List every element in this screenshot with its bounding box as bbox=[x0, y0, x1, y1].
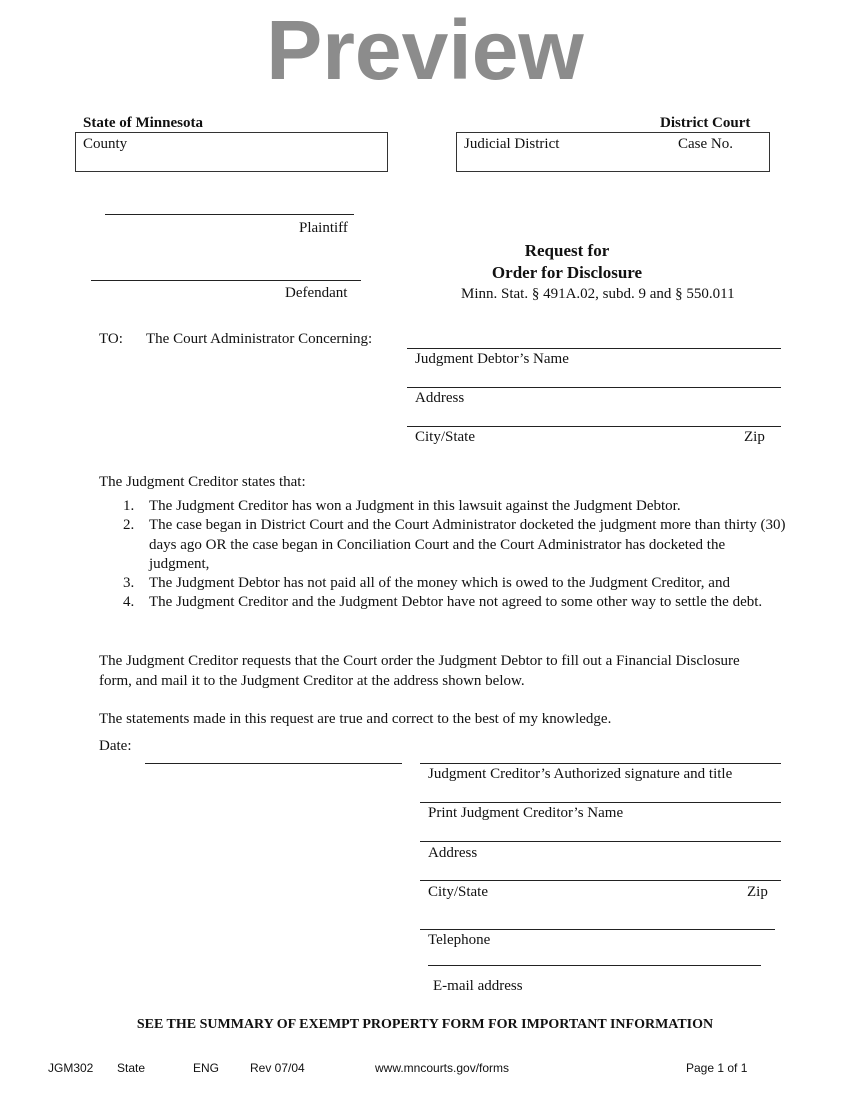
county-label: County bbox=[83, 136, 128, 152]
creditor-address-label: Address bbox=[428, 845, 478, 861]
signature-label: Judgment Creditor’s Authorized signature and title bbox=[428, 766, 733, 782]
creditor-address-line[interactable] bbox=[420, 841, 781, 842]
date-line[interactable] bbox=[145, 763, 402, 764]
statement-number: 1. bbox=[123, 498, 135, 514]
creditor-city-state-line[interactable] bbox=[420, 880, 781, 881]
telephone-line[interactable] bbox=[420, 929, 775, 930]
case-no-label: Case No. bbox=[678, 136, 733, 152]
plaintiff-line[interactable] bbox=[105, 214, 354, 215]
email-label: E-mail address bbox=[433, 978, 523, 994]
statement-item bbox=[99, 516, 789, 574]
signature-line[interactable] bbox=[420, 763, 781, 764]
statement-number: 2. bbox=[123, 517, 135, 534]
statement-text: The Judgment Debtor has not paid all of the money which is owed to the Judgment Creditor, and bbox=[149, 575, 730, 592]
footer-revision: Rev 07/04 bbox=[250, 1061, 305, 1075]
defendant-label: Defendant bbox=[285, 285, 348, 301]
print-name-line[interactable] bbox=[420, 802, 781, 803]
exempt-property-notice: SEE THE SUMMARY OF EXEMPT PROPERTY FORM FOR IMPORTANT INFORMATION bbox=[136, 1017, 714, 1032]
form-title-line2: Order for Disclosure bbox=[491, 263, 643, 282]
statement-item bbox=[99, 593, 789, 612]
district-case-field[interactable] bbox=[456, 132, 770, 172]
statements-intro: The Judgment Creditor states that: bbox=[99, 474, 306, 490]
statute-reference: Minn. Stat. § 491A.02, subd. 9 and § 550.011 bbox=[461, 286, 735, 302]
to-label: TO: bbox=[99, 331, 123, 347]
statement-text: The Judgment Creditor has won a Judgment in this lawsuit against the Judgment Debtor. bbox=[149, 498, 681, 514]
state-title: State of Minnesota bbox=[83, 115, 203, 131]
footer-website[interactable]: www.mncourts.gov/forms bbox=[375, 1061, 510, 1075]
footer-jurisdiction: State bbox=[117, 1061, 146, 1075]
footer-language: ENG bbox=[193, 1061, 220, 1075]
form-title-line1: Request for bbox=[524, 241, 610, 260]
telephone-label: Telephone bbox=[428, 932, 491, 948]
statement-number: 3. bbox=[123, 575, 135, 592]
debtor-name-line[interactable] bbox=[407, 348, 781, 349]
defendant-line[interactable] bbox=[91, 280, 361, 281]
statement-item bbox=[99, 497, 789, 516]
print-name-label: Print Judgment Creditor’s Name bbox=[428, 805, 624, 821]
debtor-address-label: Address bbox=[415, 390, 465, 406]
debtor-city-state-line[interactable] bbox=[407, 426, 781, 427]
statement-text: The case began in District Court and the Court Administrator docketed the judgment more than thirty (30) days ago OR the case began in Conciliation Court and the Court Administrator has docketed the judgment, bbox=[149, 517, 786, 572]
debtor-zip-label: Zip bbox=[744, 429, 765, 445]
statement-number: 4. bbox=[123, 594, 135, 611]
judicial-district-label: Judicial District bbox=[464, 136, 560, 152]
debtor-address-line[interactable] bbox=[407, 387, 781, 388]
statement-item bbox=[99, 574, 789, 593]
statement-text: The Judgment Creditor and the Judgment Debtor have not agreed to some other way to settle the debt. bbox=[149, 594, 763, 611]
county-field[interactable] bbox=[75, 132, 388, 172]
debtor-city-state-label: City/State bbox=[415, 429, 475, 445]
court-title: District Court bbox=[660, 115, 751, 131]
plaintiff-label: Plaintiff bbox=[299, 220, 348, 236]
request-paragraph: The Judgment Creditor requests that the Court order the Judgment Debtor to fill out a Financial Disclosure form, and mail it to the Judgment Creditor at the address shown below. bbox=[99, 653, 740, 689]
concerning-label: The Court Administrator Concerning: bbox=[146, 331, 373, 347]
date-label: Date: bbox=[99, 738, 132, 754]
preview-watermark: Preview bbox=[266, 3, 584, 97]
footer-form-code: JGM302 bbox=[48, 1061, 94, 1075]
creditor-zip-label: Zip bbox=[747, 884, 768, 900]
email-line[interactable] bbox=[428, 965, 761, 966]
attestation-text: The statements made in this request are true and correct to the best of my knowledge. bbox=[99, 711, 612, 727]
footer-page-number: Page 1 of 1 bbox=[686, 1061, 748, 1075]
statements-list bbox=[99, 497, 789, 613]
debtor-name-label: Judgment Debtor’s Name bbox=[415, 351, 569, 367]
creditor-city-state-label: City/State bbox=[428, 884, 488, 900]
